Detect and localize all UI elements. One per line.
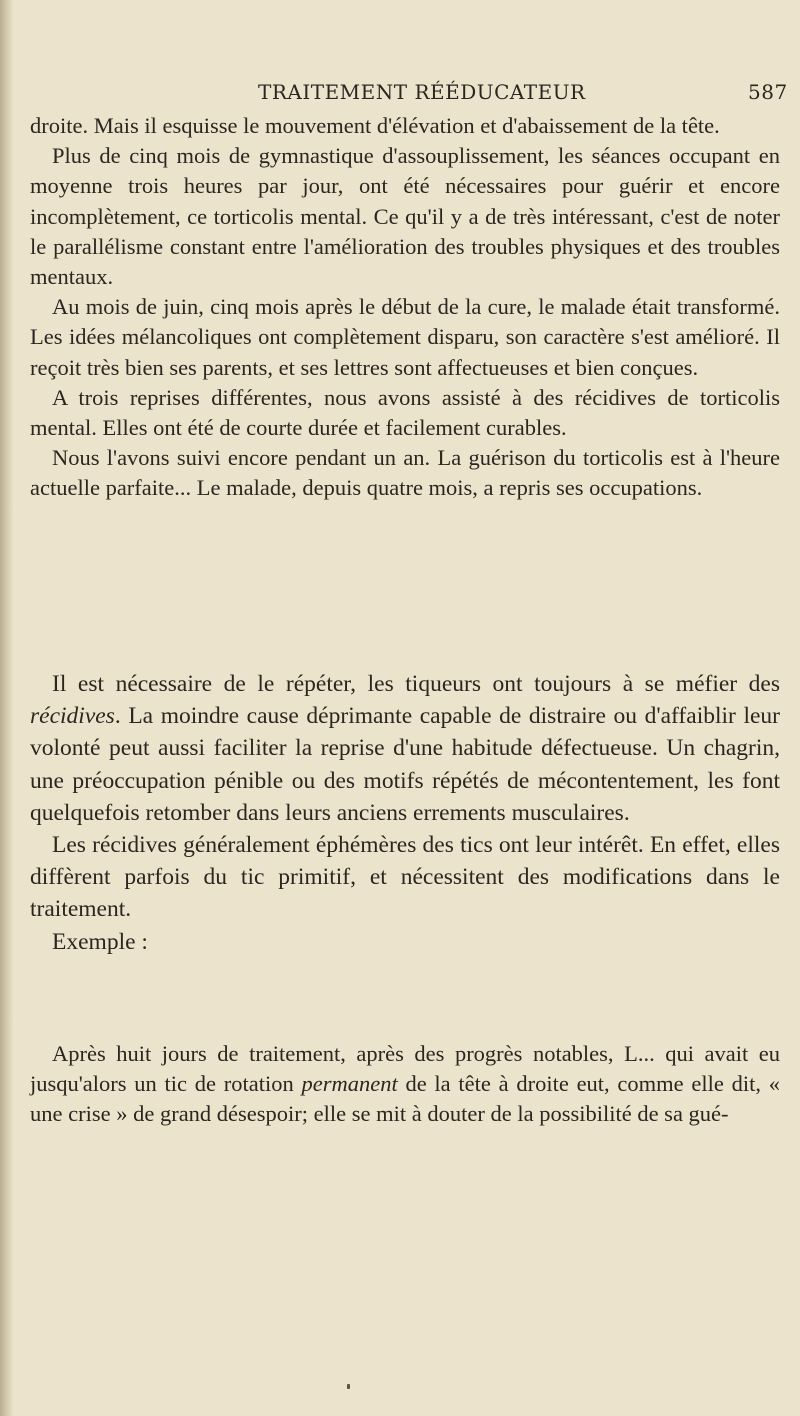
paragraph-recidives-interest: Les récidives généralement éphémères des tics ont leur intérêt. En effet, elles diffèrent parfois du tic primitif, et nécessitent des modifications dans le traitement.	[30, 832, 780, 923]
header-title: TRAITEMENT RÉÉDUCATEUR	[258, 80, 586, 104]
print-speck	[347, 1384, 350, 1389]
example-text	[30, 1039, 780, 1130]
paragraph-recidives-warning	[30, 668, 780, 829]
text-run: Il est nécessaire de le répéter, les tiqueurs ont toujours à se méfier des	[52, 671, 780, 697]
emphasis-recidives: récidives	[30, 703, 115, 730]
discussion-text	[30, 668, 780, 958]
emphasis-permanent: permanent	[301, 1071, 398, 1097]
paragraph-relapses: A trois reprises différentes, nous avons assisté à des récidives de torticolis mental. Elles ont été de courte durée et facilement curables.	[30, 384, 780, 441]
paragraph-example-label: Exemple :	[52, 928, 148, 955]
case-report-text	[30, 111, 780, 504]
paragraph-example	[30, 1039, 780, 1130]
paragraph-june: Au mois de juin, cinq mois après le début de la cure, le malade était transformé. Les idées mélancoliques ont complètement disparu, son caractère s'est amélioré. Il reçoit très bien ses parents, et ses lettres sont affectueuses et bien conçues.	[30, 294, 780, 380]
paragraph-gymnastics: Plus de cinq mois de gymnastique d'assouplissement, les séances occupant en moyenne trois heures par jour, ont été nécessaires pour guérir et encore incomplètement, ce torticolis mental. Ce qu'il y a de très intéressant, c'est de noter le parallélisme constant entre l'amélioration des troubles physiques et des troubles mentaux.	[30, 143, 780, 290]
binding-edge	[0, 0, 14, 1416]
text-run: . La moindre cause déprimante capable de distraire ou d'affaiblir leur volonté peut aussi faciliter la reprise d'une habitude défectueuse. Un chagrin, une préoccupation pénible ou des motifs répétés de mécontentement, les font quelquefois retomber dans leurs anciens errements musculaires.	[30, 703, 780, 826]
paragraph-follow-up: Nous l'avons suivi encore pendant un an. La guérison du torticolis est à l'heure actuelle parfaite... Le malade, depuis quatre mois, a repris ses occupations.	[30, 445, 780, 501]
text-run: Après huit jours de traitement, après des progrès notables, L... qui avait eu jusqu'alors un tic de rotation	[30, 1041, 780, 1097]
paragraph-continuation: droite. Mais il esquisse le mouvement d'élévation et d'abaissement de la tête.	[30, 113, 720, 138]
running-header	[258, 80, 788, 104]
text-run: de la tête à droite eut, comme elle dit, « une crise » de grand désespoir; elle se mit à douter de la possibilité de sa gué-	[30, 1071, 780, 1127]
page-number: 587	[748, 80, 788, 104]
